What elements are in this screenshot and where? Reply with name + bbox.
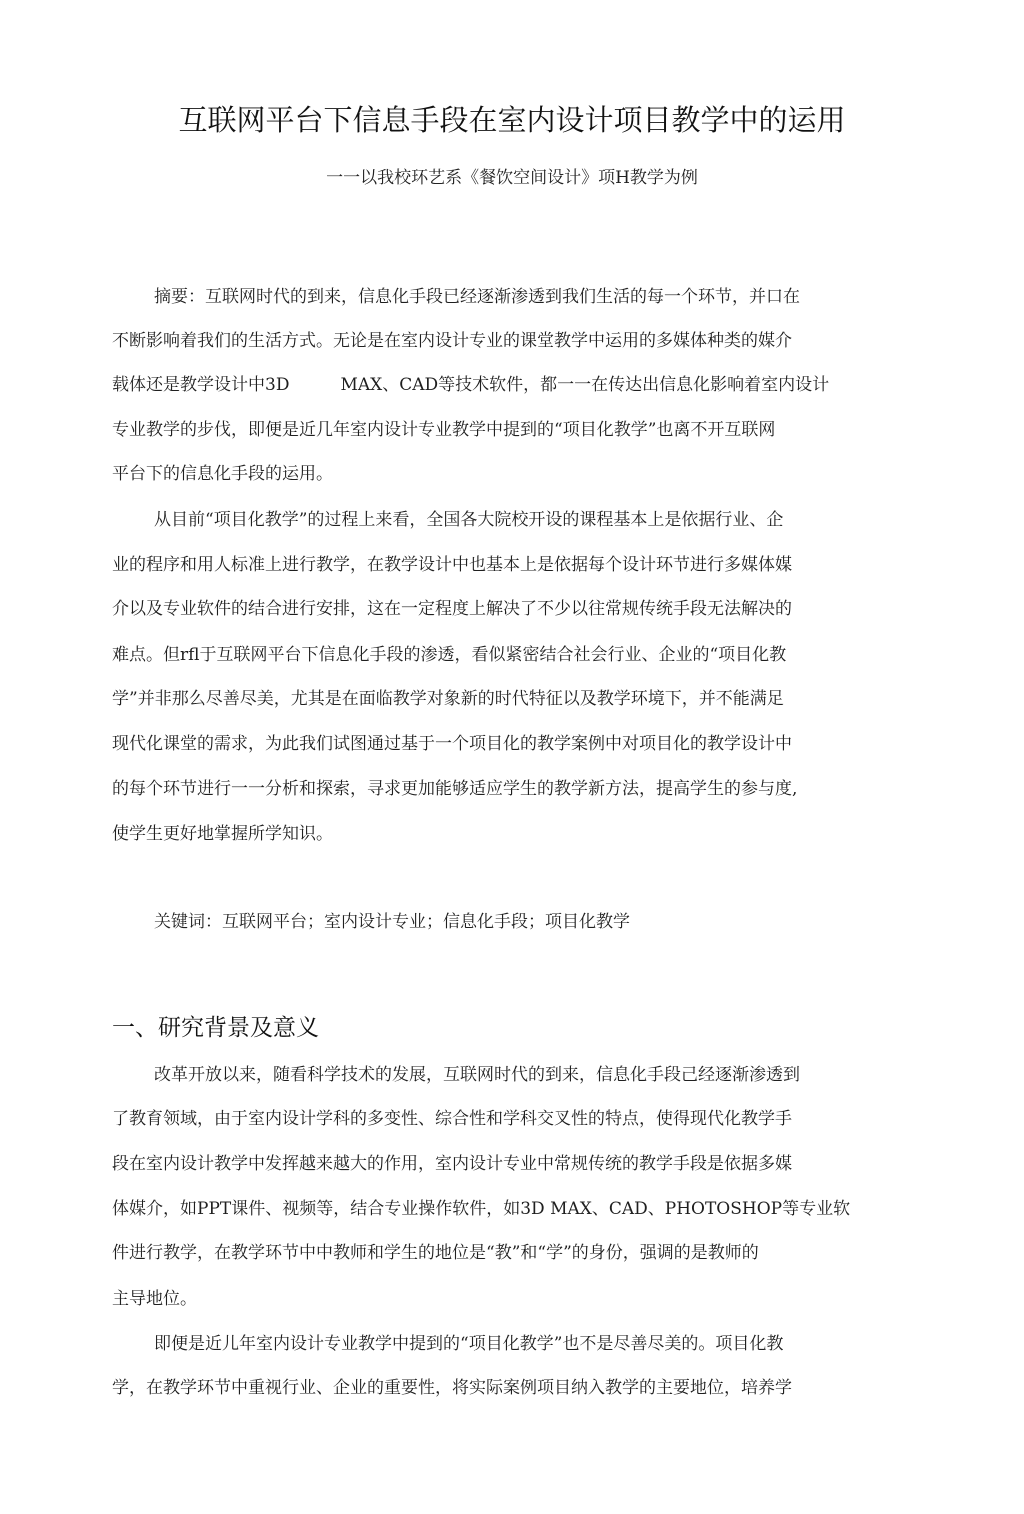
abstract-line: 专业教学的步伐，即便是近几年室内设计专业教学中提到的“项目化教学”也离不开互联网 — [112, 420, 776, 440]
abstract-line: 不断影响着我们的生活方式。无论是在室内设计专业的课堂教学中运用的多媒体种类的媒介 — [112, 331, 792, 351]
abstract-line: 介以及专业软件的结合进行安排，这在一定程度上解决了不少以往常规传统手段无法解决的 — [112, 599, 792, 619]
document-title: 互联网平台下信息手段在室内设计项目教学中的运用 — [178, 103, 846, 137]
section-line: 即便是近儿年室内设计专业教学中提到的“项目化教学”也不是尽善尽美的。项目化教 — [154, 1334, 784, 1354]
abstract-line: 业的程序和用人标准上进行教学，在教学设计中也基本上是依据每个设计环节进行多媒体媒 — [112, 555, 792, 575]
section-line: 了教育领域，由于室内设计学科的多变性、综合性和学科交叉性的特点，使得现代化教学手 — [112, 1109, 792, 1129]
abstract-line: 平台下的信息化手段的运用。 — [112, 464, 333, 484]
section-heading: 一、研究背景及意义 — [112, 1015, 319, 1041]
abstract-line: 载体还是教学设计中3D MAX、CAD等技术软件，都一一在传达出信息化影响着室内设计 — [112, 375, 830, 395]
section-line: 主导地位。 — [112, 1289, 197, 1309]
abstract-line: 的每个环节进行一一分析和探索，寻求更加能够适应学生的教学新方法，提高学生的参与度, — [112, 779, 798, 799]
section-line: 体媒介，如PPT课件、视频等，结合专业操作软件，如3D MAX、CAD、PHOTOSHOP等专业软 — [112, 1199, 851, 1219]
section-line: 件进行教学，在教学环节中中教师和学生的地位是“教”和“学”的身份，强调的是教师的 — [112, 1243, 759, 1263]
section-line: 段在室内设计教学中发挥越来越大的作用，室内设计专业中常规传统的教学手段是依据多媒 — [112, 1154, 792, 1174]
section-line: 改革开放以来，随看科学技术的发展，互联网时代的到来，信息化手段己经逐渐渗透到 — [154, 1065, 800, 1085]
abstract-line: 难点。但rfl于互联网平台下信息化手段的渗透，看似紧密结合社会行业、企业的“项目化教 — [112, 645, 787, 665]
abstract-line: 从目前“项目化教学”的过程上来看，全国各大院校开设的课程基本上是依据行业、企 — [154, 510, 784, 530]
abstract-line: 使学生更好地掌握所学知识。 — [112, 824, 333, 844]
document-subtitle: 一一以我校环艺系《餐饮空间设计》项H教学为例 — [326, 168, 698, 188]
abstract-line: 现代化课堂的需求，为此我们试图通过基于一个项目化的教学案例中对项目化的教学设计中 — [112, 734, 792, 754]
abstract-line: 学”并非那么尽善尽美，尤其是在面临教学对象新的时代特征以及教学环境下，并不能满足 — [112, 689, 784, 709]
keywords-line: 关键词：互联网平台；室内设计专业；信息化手段；项目化教学 — [154, 912, 630, 932]
section-line: 学，在教学环节中重视行业、企业的重要性，将实际案例项目纳入教学的主要地位，培养学 — [112, 1378, 792, 1398]
abstract-line: 摘要：互联网时代的到来，信息化手段已经逐渐渗透到我们生活的每一个环节，并口在 — [154, 287, 800, 307]
